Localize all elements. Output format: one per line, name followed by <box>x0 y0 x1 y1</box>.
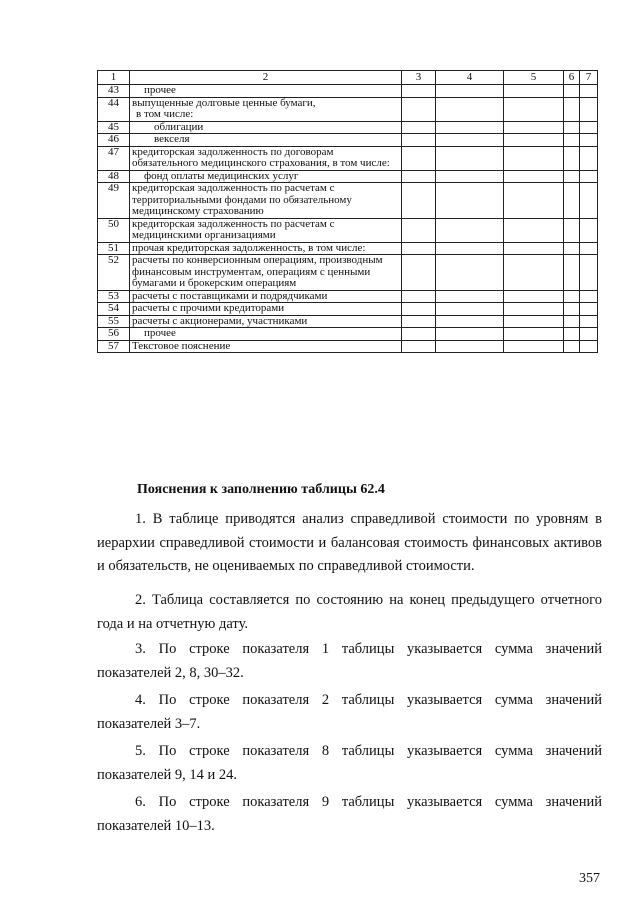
row-label: векселя <box>130 134 402 147</box>
note-paragraph: 1. В таблице приводятся анализ справедливой стоимости по уровням в иерархии справедливой стоимости и балансовая стоимость финансовых активов и обязательств, не оцениваемых по справедливой стоимости. <box>97 511 602 574</box>
row-number: 46 <box>98 134 130 147</box>
note-paragraph: 4. По строке показателя 2 таблицы указывается сумма значений показателей 3–7. <box>97 692 602 732</box>
row-label: фонд оплаты медицинских услуг <box>130 170 402 183</box>
row-label: расчеты с прочими кредиторами <box>130 303 402 316</box>
row-label: прочее <box>130 85 402 98</box>
row-label: расчеты с поставщиками и подрядчиками <box>130 290 402 303</box>
table-row <box>98 315 598 328</box>
table-row <box>98 218 598 242</box>
row-label: расчеты с акционерами, участниками <box>130 315 402 328</box>
column-header: 7 <box>580 71 598 85</box>
table-row <box>98 255 598 291</box>
row-label-sub: в том числе: <box>136 108 194 120</box>
row-label: кредиторская задолженность по расчетам с медицинскими организациями <box>130 218 402 242</box>
table-row <box>98 121 598 134</box>
row-number: 51 <box>98 242 130 255</box>
row-number: 50 <box>98 218 130 242</box>
page-number: 357 <box>579 871 600 886</box>
table-row <box>98 242 598 255</box>
table-row <box>98 134 598 147</box>
table-row <box>98 97 598 121</box>
column-header: 6 <box>564 71 580 85</box>
table-row <box>98 85 598 98</box>
table-row <box>98 170 598 183</box>
table-row <box>98 303 598 316</box>
note-paragraph: 2. Таблица составляется по состоянию на конец предыдущего отчетного года и на отчетную дату. <box>97 592 602 632</box>
row-number: 47 <box>98 146 130 170</box>
row-label-main: выпущенные долговые ценные бумаги, <box>132 96 316 109</box>
column-header: 4 <box>436 71 504 85</box>
row-label: прочая кредиторская задолженность, в том числе: <box>130 242 402 255</box>
row-number: 49 <box>98 183 130 219</box>
table-row <box>98 328 598 341</box>
column-header: 3 <box>402 71 436 85</box>
table-row <box>98 340 598 353</box>
table-header-row <box>98 71 598 85</box>
row-label <box>130 97 402 121</box>
row-number: 43 <box>98 85 130 98</box>
table-row <box>98 290 598 303</box>
row-label: прочее <box>130 328 402 341</box>
row-number: 54 <box>98 303 130 316</box>
row-number: 55 <box>98 315 130 328</box>
table-row <box>98 183 598 219</box>
section-heading: Пояснения к заполнению таблицы 62.4 <box>137 482 385 497</box>
row-label: кредиторская задолженность по договорам обязательного медицинского страхования, в том числе: <box>130 146 402 170</box>
column-header: 5 <box>504 71 564 85</box>
column-header: 1 <box>98 71 130 85</box>
row-number: 56 <box>98 328 130 341</box>
note-paragraph: 5. По строке показателя 8 таблицы указывается сумма значений показателей 9, 14 и 24. <box>97 743 602 783</box>
row-number: 53 <box>98 290 130 303</box>
row-label: облигации <box>130 121 402 134</box>
row-label: кредиторская задолженность по расчетам с территориальными фондами по обязательному медицинскому страхованию <box>130 183 402 219</box>
table-row <box>98 146 598 170</box>
data-table <box>97 70 598 353</box>
row-number: 52 <box>98 255 130 291</box>
row-number: 45 <box>98 121 130 134</box>
row-number: 44 <box>98 97 130 121</box>
row-number: 48 <box>98 170 130 183</box>
note-paragraph: 3. По строке показателя 1 таблицы указывается сумма значений показателей 2, 8, 30–32. <box>97 641 602 681</box>
row-label: расчеты по конверсионным операциям, производным финансовым инструментам, операциям с ценными бумагами и брокерским операциям <box>130 255 402 291</box>
note-paragraph: 6. По строке показателя 9 таблицы указывается сумма значений показателей 10–13. <box>97 794 602 834</box>
column-header: 2 <box>130 71 402 85</box>
row-label: Текстовое пояснение <box>130 340 402 353</box>
row-number: 57 <box>98 340 130 353</box>
